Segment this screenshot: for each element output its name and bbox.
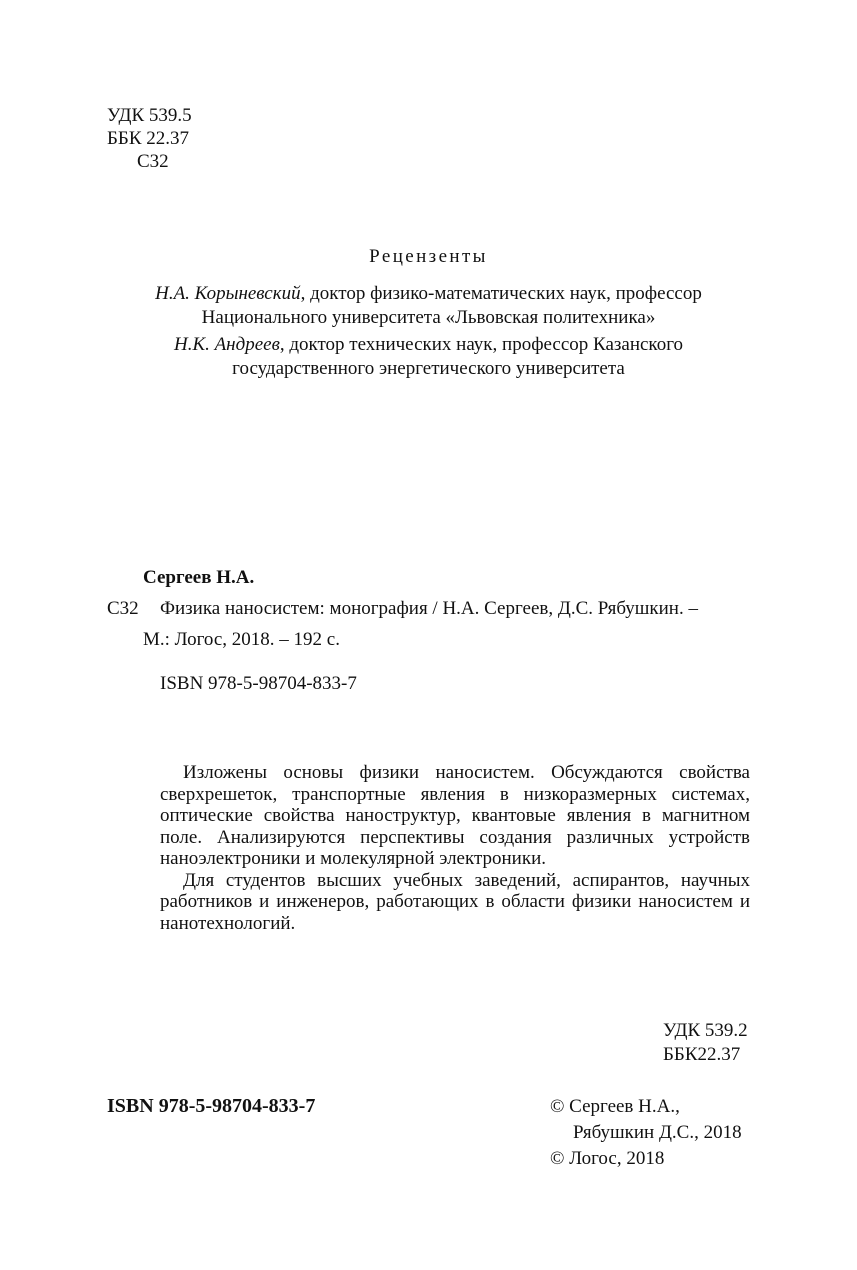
reviewer-1-affiliation: Национального университета «Львовская политехника» — [201, 307, 656, 328]
abstract-paragraph-1: Изложены основы физики наносистем. Обсуждаются свойства сверхрешеток, транспортные явления в низкоразмерных системах, оптические свойства наноструктур, квантовые явления в магнитном поле. Анализируются перспективы создания различных устройств наноэлектроники и молекулярной электроники. — [160, 762, 750, 869]
catalog-title-line: Физика наносистем: монография / Н.А. Сергеев, Д.С. Рябушкин. – — [160, 598, 698, 619]
catalog-isbn: ISBN 978-5-98704-833-7 — [160, 673, 357, 694]
reviewer-2-title: , доктор технических наук, профессор Казанского — [279, 334, 684, 355]
copyright-block — [550, 1094, 742, 1172]
catalog-code: С32 — [107, 598, 139, 619]
top-classification-codes — [107, 104, 192, 173]
bottom-bbk-code: ББК22.37 — [663, 1044, 741, 1065]
abstract — [160, 762, 750, 934]
abstract-paragraph-2: Для студентов высших учебных заведений, аспирантов, научных работников и инженеров, работающих в области физики наносистем и нанотехнологий. — [160, 869, 750, 934]
isbn-main: ISBN 978-5-98704-833-7 — [107, 1095, 316, 1117]
copyright-line-1: © Сергеев Н.А., — [550, 1096, 680, 1117]
copyright-line-2: Рябушкин Д.С., 2018 — [573, 1122, 742, 1143]
udk-code: УДК 539.5 — [107, 105, 192, 126]
catalog-author: Сергеев Н.А. — [143, 567, 255, 588]
catalog-publication-line: М.: Логос, 2018. – 192 с. — [143, 629, 340, 650]
reviewer-2-name: Н.К. Андреев — [173, 334, 280, 355]
bottom-udk-code: УДК 539.2 — [663, 1020, 748, 1041]
bbk-code: ББК 22.37 — [107, 128, 189, 149]
author-mark: С32 — [137, 151, 169, 172]
reviewer-2-affiliation: государственного энергетического университета — [232, 358, 625, 379]
reviewers-heading: Рецензенты — [369, 246, 488, 267]
reviewer-1-title: , доктор физико-математических наук, профессор — [300, 283, 702, 304]
reviewer-1-name: Н.А. Корыневский — [155, 283, 301, 304]
bottom-classification-codes — [663, 1019, 748, 1067]
reviewer-1 — [0, 282, 857, 330]
copyright-line-3: © Логос, 2018 — [550, 1148, 665, 1169]
reviewer-2 — [0, 333, 857, 381]
